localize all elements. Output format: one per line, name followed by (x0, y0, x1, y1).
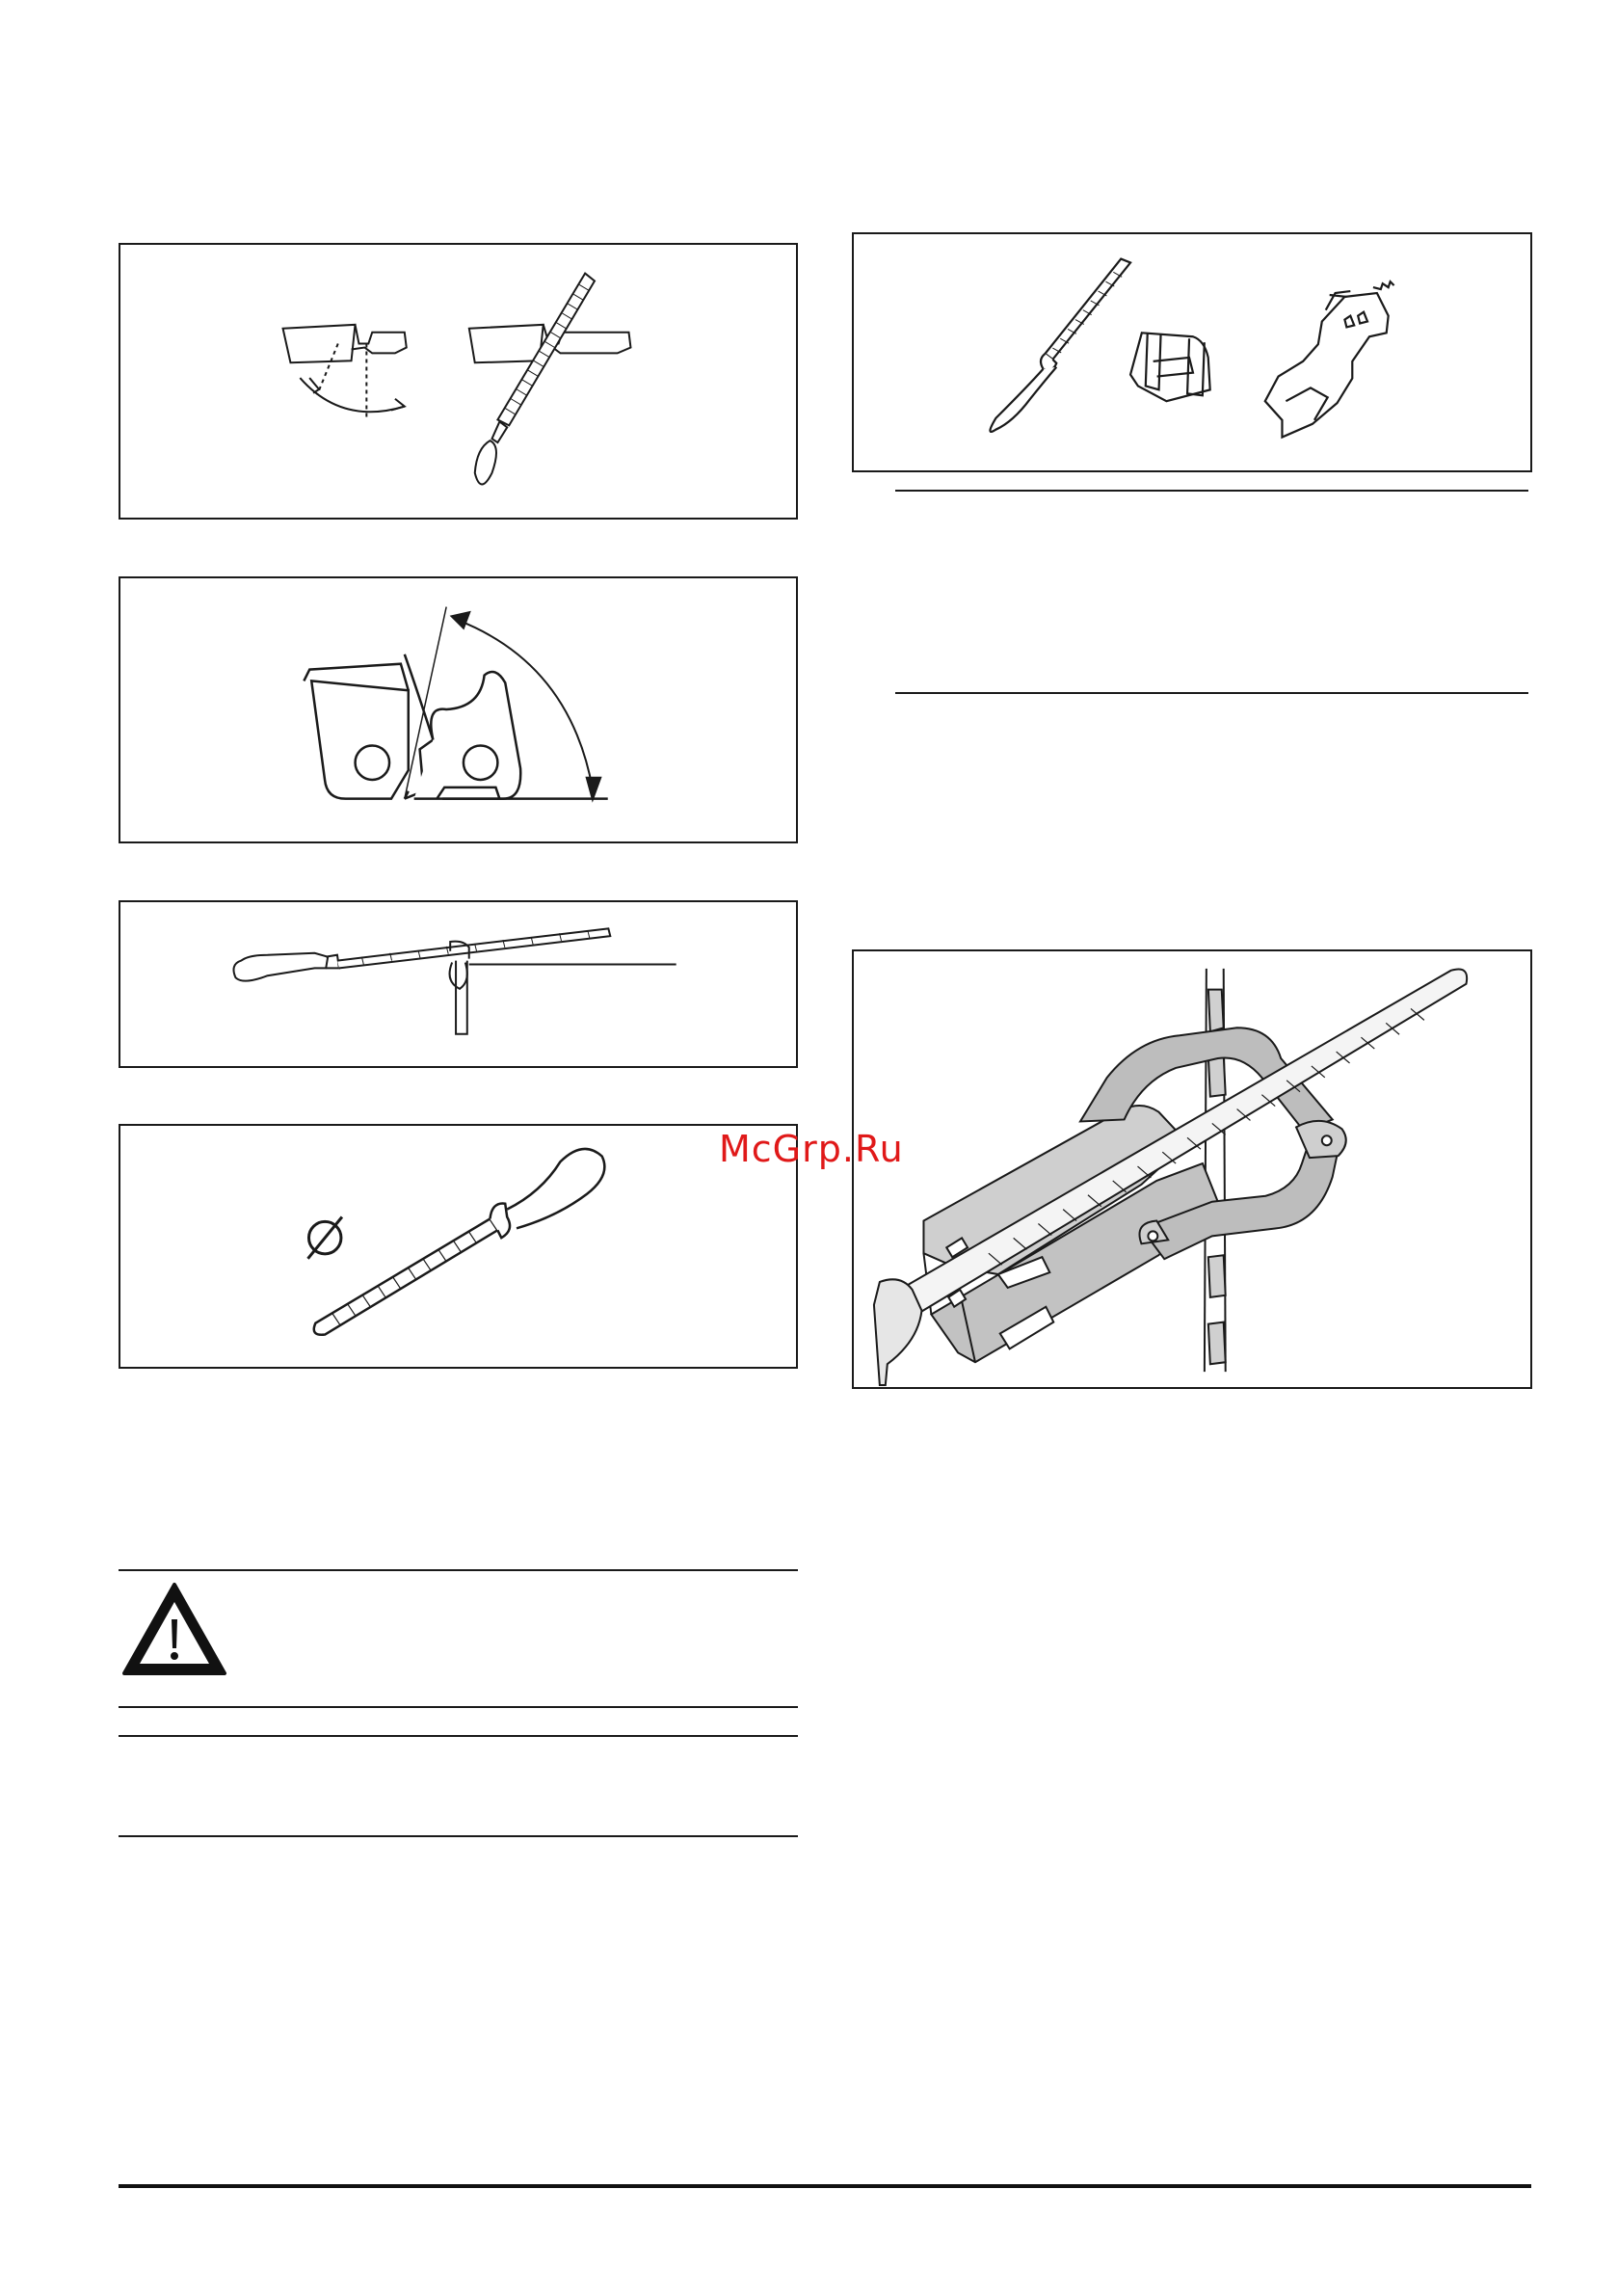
caution-rule-bottom (895, 692, 1528, 694)
caution-rule-top (895, 490, 1528, 492)
file-guide-on-chain-icon (854, 951, 1530, 1387)
fig-cutter-top-plate-angle (119, 576, 798, 843)
warning-rule-bottom (119, 1706, 798, 1708)
file-on-cutter-icon (120, 245, 796, 518)
round-file-diameter-icon (120, 1126, 796, 1367)
fig-filing-angle (119, 243, 798, 520)
cutter-angle-icon (120, 578, 796, 841)
fig-file-diameter (119, 1124, 798, 1369)
warning-triangle-icon (119, 1579, 230, 1679)
fig-file-guide-on-chain (852, 949, 1532, 1389)
note-rule-bottom (119, 1835, 798, 1837)
warning-rule-top (119, 1569, 798, 1571)
watermark: McGrp.Ru (719, 1128, 904, 1170)
note-rule-top (119, 1735, 798, 1737)
fig-file-holder-on-tooth (119, 900, 798, 1068)
fig-sharpening-tools (852, 232, 1532, 472)
sharpening-tools-icon (854, 234, 1530, 470)
file-holder-icon (120, 902, 796, 1066)
footer-rule (119, 2184, 1531, 2188)
